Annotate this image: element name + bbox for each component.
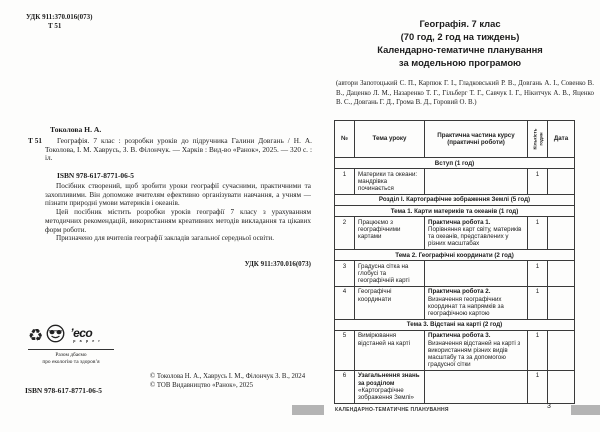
title-subject: Географія. 7 клас bbox=[419, 18, 501, 29]
annotation bbox=[45, 182, 311, 243]
smiley-sunglasses-icon bbox=[46, 324, 65, 348]
bibliography-text: Географія. 7 клас : розробки уроків до підручника Галини Довгань / Н. А. Токолова, І. М. Хаврусь, З. В. Філончук. — Харків : Вид-во «Ранок», 2025. — 320 с. : іл. bbox=[45, 136, 312, 163]
udk-classification-bottom: УДК 911:370.016(073) bbox=[244, 260, 311, 268]
isbn-bottom: ISBN 978-617-8771-06-5 bbox=[25, 386, 102, 395]
planning-table bbox=[334, 120, 575, 404]
copyright-block bbox=[150, 373, 328, 391]
section-row: Тема 1. Карти материків та океанів (1 год) bbox=[335, 206, 575, 217]
table-row: 6 Узагальнення знань за розділом «Картографічне зображення Землі» 1 bbox=[335, 370, 575, 403]
eco-caption: Разом дбаємо про екологію та здоров’я bbox=[28, 349, 114, 366]
title-program: за модельною програмою bbox=[398, 57, 522, 68]
footer-bar-left bbox=[292, 405, 324, 415]
col-header-num: № bbox=[335, 121, 355, 158]
annotation-paragraph: Посібник створений, щоб зробити уроки географії сучасними, практичними та захопливими. Він допоможе вчителям ефективно організувати навчання, а учням — пізнати природні умови материків і океанів. bbox=[45, 182, 311, 208]
annotation-paragraph: Цей посібник містить розробки уроків географії 7 класу з урахуванням методичних рекомендацій, використанням креативних методів викладання та цікавих форм роботи. bbox=[45, 208, 311, 234]
catalog-code: Т 51 bbox=[28, 136, 42, 145]
table-row: 4 Географічні координати Практична робота 2. Визначення географічних координат та напрямків за географічною картою 1 bbox=[335, 286, 575, 319]
copyright-publisher: © ТОВ Видавництво «Ранок», 2025 bbox=[150, 381, 253, 389]
annotation-paragraph: Призначено для вчителів географії закладів загальної середньої освіти. bbox=[56, 234, 275, 243]
table-row: 2 Працюємо з географічними картами Практична робота 1. Порівняння карт світу, материків та океанів, представлених у різних масштабах 1 bbox=[335, 217, 575, 250]
section-row: Вступ (1 год) bbox=[335, 158, 575, 169]
author-heading: Токолова Н. А. bbox=[50, 125, 102, 134]
recycle-icon: ♻ bbox=[28, 325, 44, 346]
udk-classification-top bbox=[26, 13, 92, 31]
col-header-date: Дата bbox=[548, 121, 575, 158]
eco-logo-word: ’eco bbox=[70, 326, 93, 341]
col-header-topic: Тема уроку bbox=[355, 121, 425, 158]
date-cell bbox=[548, 217, 575, 250]
planning-table-wrap bbox=[334, 120, 575, 404]
date-cell bbox=[548, 370, 575, 403]
date-cell bbox=[548, 286, 575, 319]
table-row: 5 Вимірювання відстаней на карті Практична робота 3. Визначення відстаней на карті з використанням різних видів масштабу та за допомогою градусної сітки 1 bbox=[335, 330, 575, 370]
copyright-authors: © Токолова Н. А., Хаврусь І. М., Філончук З. В., 2024 bbox=[150, 373, 306, 380]
col-header-practical: Практична частина курсу (практичні роботи) bbox=[425, 121, 528, 158]
catalog-code-top: Т 51 bbox=[48, 22, 62, 30]
isbn-middle: ISBN 978-617-8771-06-5 bbox=[57, 171, 134, 180]
page-title bbox=[340, 17, 580, 69]
running-footer: КАЛЕНДАРНО-ТЕМАТИЧНЕ ПЛАНУВАННЯ bbox=[335, 407, 449, 413]
udk-number: УДК 911:370.016(073) bbox=[26, 13, 93, 21]
table-row: 1 Материки та океани: мандрівка починається 1 bbox=[335, 169, 575, 195]
date-cell bbox=[548, 169, 575, 195]
table-header-row bbox=[335, 121, 575, 158]
eco-block bbox=[28, 325, 116, 366]
page-number: 3 bbox=[547, 403, 551, 410]
footer-bar-right bbox=[571, 405, 600, 415]
eco-logo-subtitle: p a p e r bbox=[73, 338, 102, 343]
program-authors: (автори Запотоцький С. П., Карпюк Г. І., Гладковський Р. В., Довгань А. І., Совенко В. В., Даценко Л. М., Назаренко Т. Г., Гільберг Т. Г., Савчук І. Г., Нікитчук А. В., Яценко В. С., Довгань Г. Д., Грома В. Д., Горовий О. В.) bbox=[336, 80, 594, 107]
table-row: 3 Градусна сітка на глобусі та географічній карті 1 bbox=[335, 261, 575, 287]
date-cell bbox=[548, 330, 575, 370]
title-planning: Календарно-тематичне планування bbox=[377, 44, 543, 55]
section-row: Тема 2. Географічні координати (2 год) bbox=[335, 250, 575, 261]
title-hours: (70 год, 2 год на тиждень) bbox=[400, 31, 520, 42]
col-header-hours: Кількість годин bbox=[528, 121, 548, 158]
bibliographic-entry bbox=[28, 137, 312, 163]
date-cell bbox=[548, 261, 575, 287]
section-row: Тема 3. Відстані на карті (2 год) bbox=[335, 319, 575, 330]
section-row: Розділ I. Картографічне зображення Землі (5 год) bbox=[335, 194, 575, 205]
eco-paper-logo bbox=[70, 327, 101, 343]
